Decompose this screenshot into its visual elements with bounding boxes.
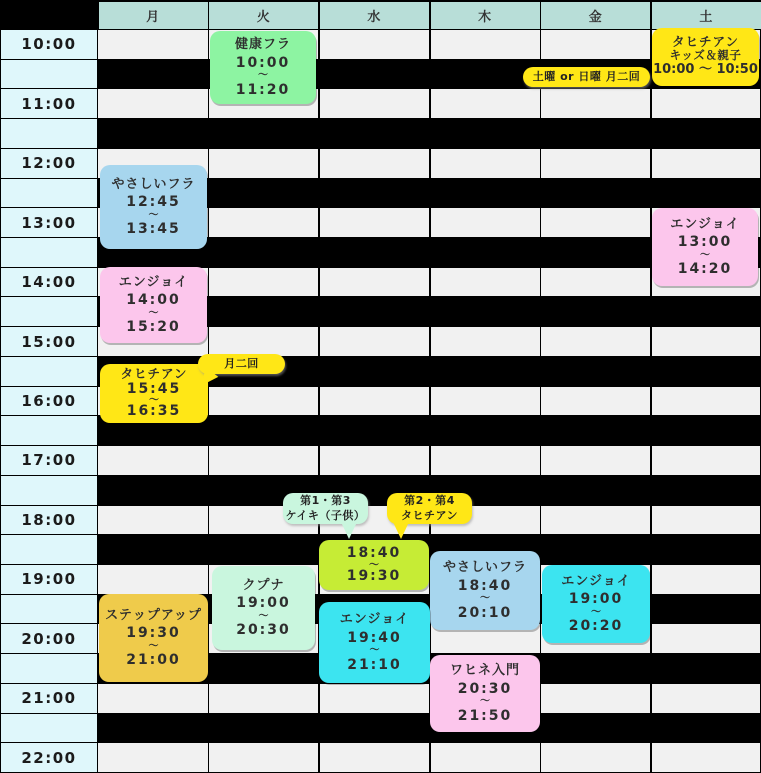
event-line-time: 10:00 bbox=[235, 54, 291, 71]
note-line: 第2・第4 bbox=[404, 494, 455, 508]
note-line: 第1・第3 bbox=[300, 494, 351, 508]
note-tsuki-nikai bbox=[198, 354, 285, 374]
event-line-time: 14:20 bbox=[677, 261, 733, 278]
event-line-title: ステップアップ bbox=[105, 607, 202, 623]
event-line-time-inline: 10:00 〜 10:50 bbox=[653, 62, 758, 78]
event-enjoy-wed bbox=[319, 602, 430, 683]
event-line-tilde: 〜 bbox=[591, 606, 601, 618]
event-kenko-fura-tue bbox=[210, 31, 316, 104]
event-yasashii-fura-thu bbox=[430, 551, 540, 630]
event-enjoy-fri bbox=[542, 565, 650, 643]
event-tahitian-mon bbox=[100, 364, 208, 423]
event-line-time: 20:30 bbox=[236, 622, 291, 639]
time-label: 19:00 bbox=[1, 565, 97, 594]
event-line-time: 15:45 bbox=[126, 380, 182, 397]
event-line-tilde: 〜 bbox=[369, 559, 379, 571]
event-line-time: 19:30 bbox=[346, 567, 402, 584]
event-line-time: 20:30 bbox=[457, 680, 513, 697]
note-line: 月二回 bbox=[224, 356, 259, 370]
event-line-title: やさしいフラ bbox=[111, 176, 196, 192]
bubble-tail bbox=[393, 522, 409, 539]
event-line-sub: キッズ＆親子 bbox=[669, 48, 742, 63]
time-cell-empty bbox=[1, 119, 97, 148]
event-line-tilde: 〜 bbox=[700, 249, 710, 261]
event-line-tilde: 〜 bbox=[148, 307, 159, 319]
time-label: 16:00 bbox=[1, 387, 97, 416]
time-label: 15:00 bbox=[1, 327, 97, 356]
event-line-title: エンジョイ bbox=[118, 274, 189, 290]
event-line-time: 18:40 bbox=[346, 545, 402, 562]
time-label: 14:00 bbox=[1, 268, 97, 297]
time-label: 17:00 bbox=[1, 446, 97, 475]
time-cell-empty bbox=[1, 595, 97, 624]
event-line-tilde: 〜 bbox=[148, 209, 159, 221]
event-line-tilde: 〜 bbox=[480, 593, 490, 605]
day-header-fri: 金 bbox=[541, 2, 650, 29]
day-header-tue: 火 bbox=[209, 2, 318, 29]
event-line-title: やさしいフラ bbox=[442, 560, 527, 576]
event-line-time: 21:50 bbox=[457, 707, 513, 724]
time-label: 20:00 bbox=[1, 624, 97, 653]
event-line-time: 19:00 bbox=[568, 591, 624, 608]
event-step-up-mon bbox=[99, 594, 208, 682]
column-line bbox=[650, 0, 652, 773]
event-line-tilde: 〜 bbox=[258, 70, 268, 82]
event-line-title: ワヒネ入門 bbox=[449, 663, 520, 679]
event-line-title: 健康フラ bbox=[234, 37, 291, 53]
event-wahine-nyumon-thu bbox=[430, 655, 540, 732]
column-line bbox=[540, 0, 542, 773]
event-line-time: 19:30 bbox=[126, 625, 181, 642]
day-header-thu: 木 bbox=[431, 2, 540, 29]
event-line-tilde: 〜 bbox=[369, 645, 380, 657]
time-cell-empty bbox=[1, 179, 97, 208]
event-line-time: 20:20 bbox=[568, 618, 624, 635]
time-label: 13:00 bbox=[1, 208, 97, 237]
day-header-wed: 水 bbox=[320, 2, 429, 29]
note-tahitian-weeks bbox=[387, 493, 472, 524]
event-line-time: 14:00 bbox=[126, 292, 181, 309]
day-header-sat: 土 bbox=[652, 2, 761, 29]
time-label: 12:00 bbox=[1, 149, 97, 178]
note-line: タヒチアン bbox=[400, 508, 459, 522]
time-cell-empty bbox=[1, 297, 97, 326]
event-line-time: 21:00 bbox=[126, 652, 181, 669]
event-line-time: 19:40 bbox=[347, 629, 402, 646]
event-tahitian-kids-sat bbox=[652, 28, 759, 86]
time-label: 22:00 bbox=[1, 743, 97, 772]
time-cell-empty bbox=[1, 535, 97, 564]
event-line-time: 12:45 bbox=[126, 194, 181, 211]
event-kupuna-tue bbox=[212, 566, 315, 650]
time-cell-empty bbox=[1, 714, 97, 743]
event-line-tilde: 〜 bbox=[480, 696, 490, 708]
note-keiki-weeks bbox=[283, 493, 368, 524]
event-line-time: 13:00 bbox=[677, 234, 733, 251]
event-line-tilde: 〜 bbox=[148, 640, 159, 652]
event-line-time: 11:20 bbox=[235, 81, 291, 98]
event-yasashii-fura-mon bbox=[100, 165, 207, 249]
time-cell-empty bbox=[1, 654, 97, 683]
event-line-time: 13:45 bbox=[126, 221, 181, 238]
note-saturday-or-sunday bbox=[523, 67, 650, 87]
event-enjoy-sat bbox=[652, 208, 758, 286]
event-line-title: エンジョイ bbox=[339, 612, 410, 628]
event-line-time: 21:10 bbox=[347, 656, 402, 673]
note-line: ケイキ（子供） bbox=[285, 508, 366, 522]
time-label: 11:00 bbox=[1, 89, 97, 118]
day-header-mon: 月 bbox=[99, 2, 208, 29]
time-cell-empty bbox=[1, 357, 97, 386]
event-line-time: 18:40 bbox=[457, 577, 513, 594]
time-cell-empty bbox=[1, 416, 97, 445]
time-cell-empty bbox=[1, 60, 97, 89]
time-label: 18:00 bbox=[1, 506, 97, 535]
note-line: 土曜 or 日曜 月二回 bbox=[532, 69, 641, 83]
event-line-title: タヒチアン bbox=[671, 33, 739, 49]
event-line-time: 19:00 bbox=[236, 595, 291, 612]
bubble-tail bbox=[341, 522, 357, 539]
time-label: 10:00 bbox=[1, 30, 97, 59]
event-line-tilde: 〜 bbox=[149, 395, 159, 407]
event-enjoy-mon bbox=[100, 267, 207, 343]
time-label: 21:00 bbox=[1, 684, 97, 713]
event-line-title: エンジョイ bbox=[561, 573, 631, 589]
time-cell-empty bbox=[1, 238, 97, 267]
event-line-time: 15:20 bbox=[126, 319, 181, 336]
event-line-tilde: 〜 bbox=[258, 610, 269, 622]
time-cell-empty bbox=[1, 476, 97, 505]
event-line-title: エンジョイ bbox=[670, 216, 740, 232]
event-line-time: 20:10 bbox=[457, 604, 513, 621]
event-line-title: クプナ bbox=[242, 577, 285, 593]
event-line-time: 16:35 bbox=[126, 403, 182, 420]
event-line-title: タヒチアン bbox=[120, 366, 188, 382]
event-keiki-wed bbox=[319, 540, 429, 590]
